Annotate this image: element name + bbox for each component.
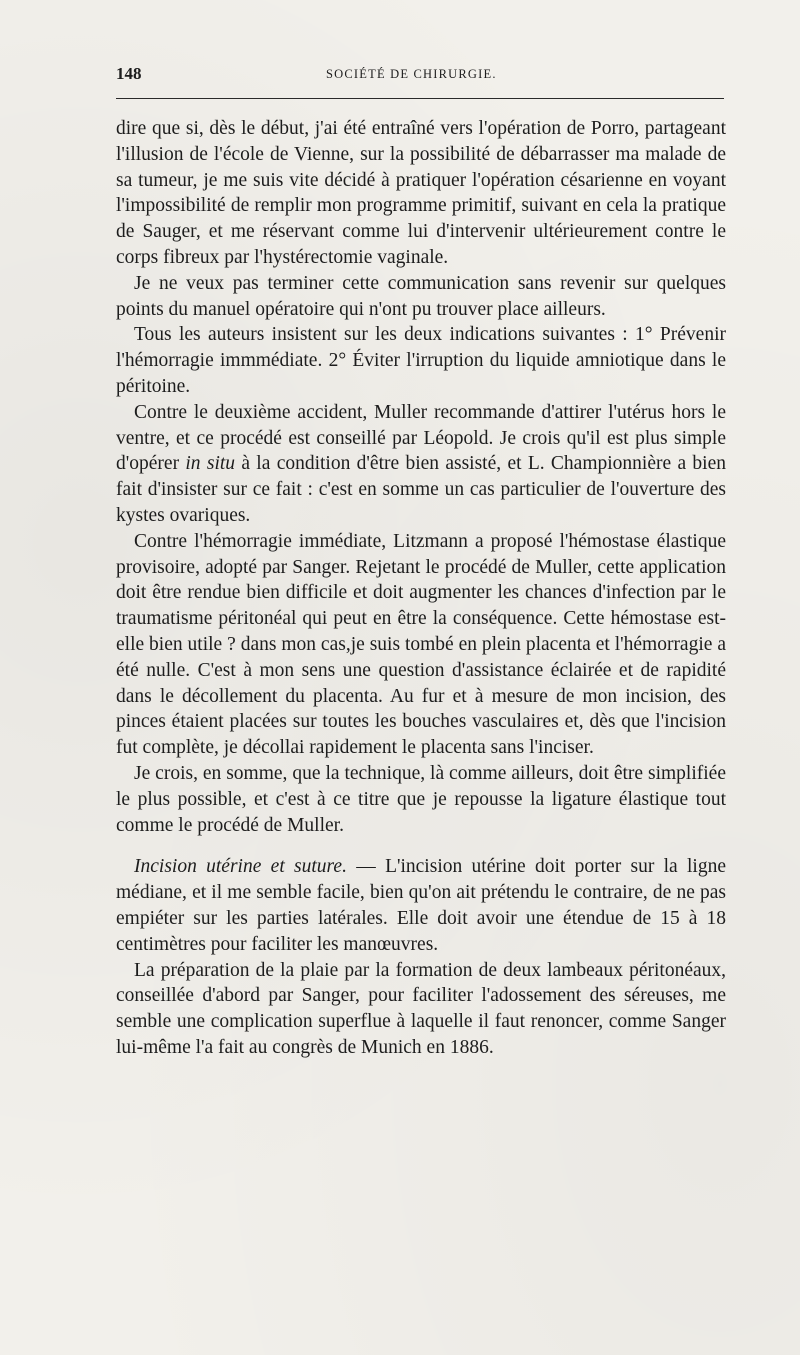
paragraph: Je ne veux pas terminer cette communication sans revenir sur quelques points du manuel opératoire qui n'ont pu trouver place ailleurs. [116,272,726,320]
italic-phrase: in situ [185,453,236,475]
section-paragraph [116,854,726,957]
paragraph-text: Contre le deuxième accident, Muller recommande d'attirer l'utérus hors le ventre, et ce procédé est conseillé par Léopold. Je crois qu'il est plus simple d'opérer [116,401,726,475]
page-number: 148 [116,64,142,83]
paragraph: dire que si, dès le début, j'ai été entraîné vers l'opération de Porro, partageant l'illusion de l'école de Vienne, sur la possibilité de débarrasser ma malade de sa tumeur, je me suis vite décidé à pratiquer l'opération césarienne en voyant l'impossibilité de remplir mon programme primitif, suivant en cela la pratique de Sauger, et me réservant comme lui d'intervenir ultérieurement contre le corps fibreux par l'hystérectomie vaginale. [116,118,726,268]
paragraph: La préparation de la plaie par la formation de deux lambeaux péritonéaux, conseillée d'abord par Sanger, pour faciliter l'adossement des séreuses, me semble une complication superflue à laquelle il faut renoncer, comme Sanger lui-même l'a fait au congrès de Munich en 1886. [116,959,726,1058]
paragraph: Contre l'hémorragie immédiate, Litzmann a proposé l'hémostase élastique provisoire, adopté par Sanger. Rejetant le procédé de Muller, cette application doit être rendue bien difficile et doit augmenter les chances d'infection par le traumatisme péritonéal qui peut en être la conséquence. Cette hémostase est-elle bien utile ? dans mon cas,je suis tombé en plein placenta et l'hémorragie a été nulle. C'est à mon sens une question d'assistance éclairée et de rapidité dans le décollement du placenta. Au fur et à mesure de mon incision, des pinces étaient placées sur toutes les bouches vasculaires et, dès que l'incision fut complète, je décollai rapidement le placenta sans l'inciser. [116,530,726,759]
section-heading: Incision utérine et suture. [134,856,347,878]
paragraph-text: à la condition d'être bien assisté, et L. Championnière a bien fait d'insister sur ce fait : c'est en somme un cas particulier de l'ouverture des kystes ovariques. [116,453,726,526]
header-rule [116,98,724,99]
paragraph: Je crois, en somme, que la technique, là comme ailleurs, doit être simplifiée le plus possible, et c'est à ce titre que je repousse la ligature élastique tout comme le procédé de Muller. [116,762,726,836]
paragraph-text: — L'incision utérine doit porter sur la ligne médiane, et il me semble facile, bien qu'on ait prétendu le contraire, de ne pas empiéter sur les parties latérales. Elle doit avoir une étendue de 15 à 18 centimètres pour faciliter les manœuvres. [116,856,726,955]
paragraph [116,400,726,529]
paragraph: Tous les auteurs insistent sur les deux indications suivantes : 1° Prévenir l'hémorragie immmédiate. 2° Éviter l'irruption du liquide amniotique dans le péritoine. [116,324,726,397]
page-header [116,64,724,90]
body-text [116,116,726,1061]
running-head: SOCIÉTÉ DE CHIRURGIE. [326,67,497,81]
